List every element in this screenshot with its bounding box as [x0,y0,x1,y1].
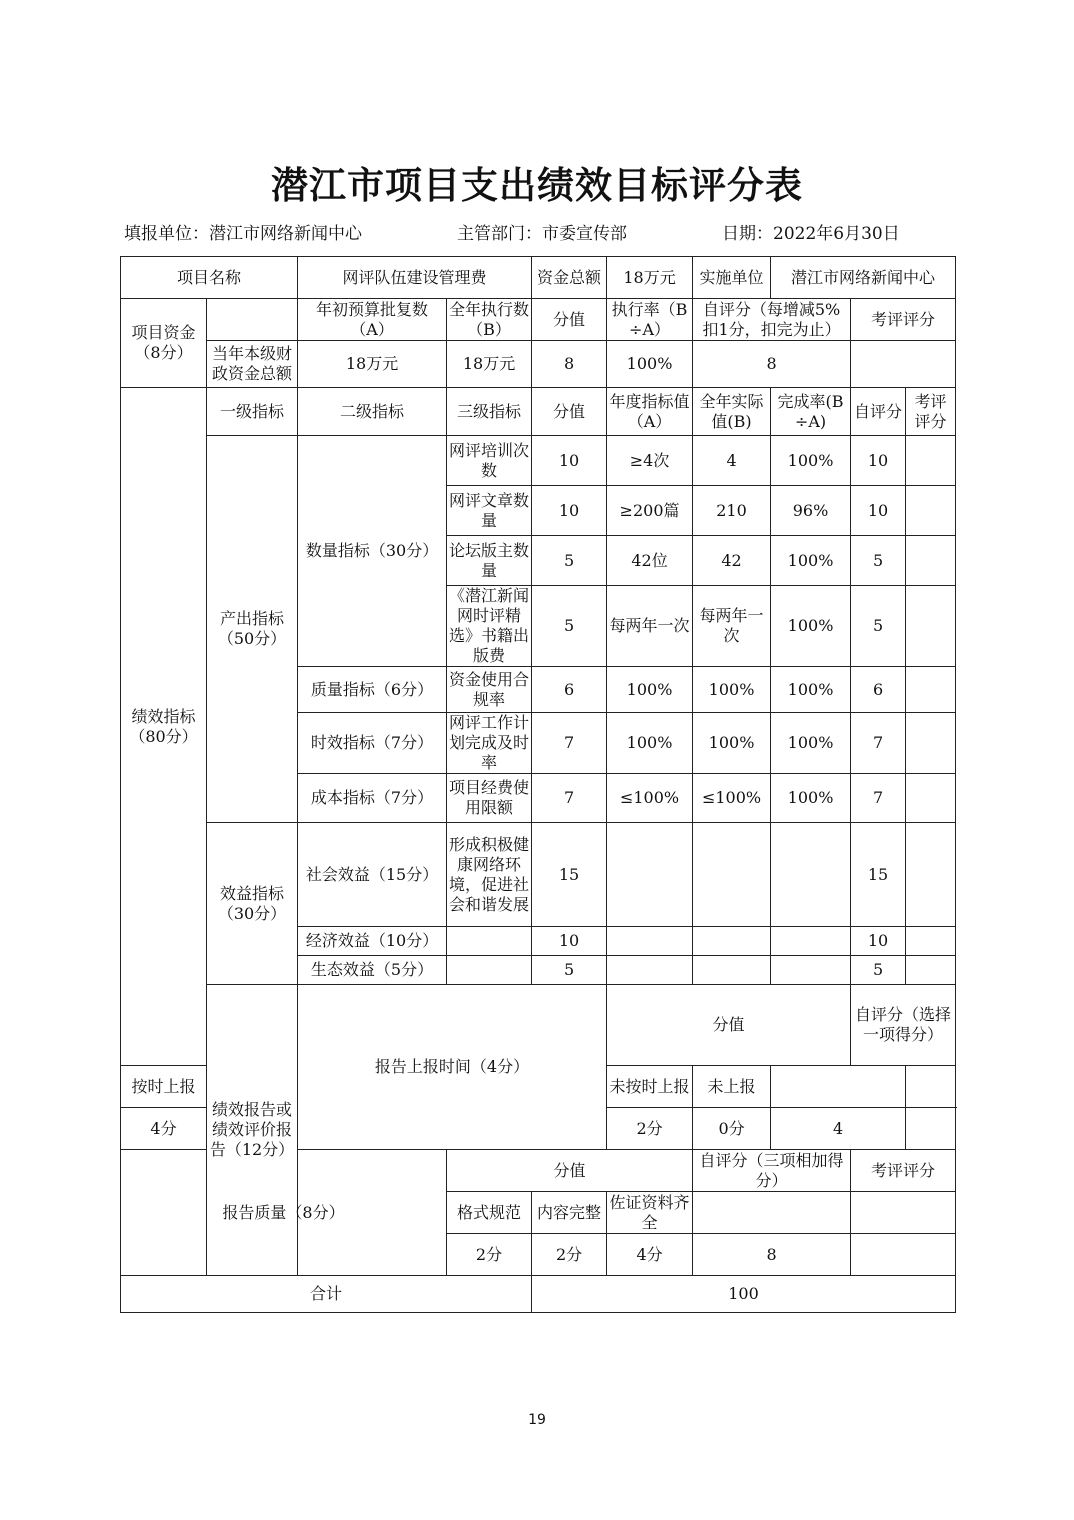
self-cell: 5 [851,536,906,586]
benefit-indicator-label: 效益指标（30分） [207,823,298,985]
report-quality-self-value: 8 [693,1234,851,1276]
target-cell: ≥200篇 [607,486,693,536]
supervising-dept: 主管部门：市委宣传部 [457,224,627,244]
empty-cell [906,1066,956,1108]
quantity-indicator-label: 数量指标（30分） [298,436,447,667]
target-cell: ≥4次 [607,436,693,486]
actual-cell: 210 [693,486,771,536]
level3-cell: 形成积极健康网络环境，促进社会和谐发展 [447,823,532,927]
empty-cell [906,1108,956,1150]
empty-cell [771,1066,906,1108]
score-cell: 5 [532,586,607,667]
empty-cell [693,1192,851,1234]
output-indicator-label: 产出指标（50分） [207,436,298,823]
review-cell [906,586,956,667]
level3-cell [447,956,532,985]
total-value: 100 [532,1276,956,1313]
score-cell: 7 [532,774,607,823]
review-cell [906,667,956,713]
level2-cell: 经济效益（10分） [298,927,447,956]
self-cell: 10 [851,927,906,956]
fill-date: 日期：2022年6月30日 [722,224,900,244]
perf-review-header: 考评评分 [906,388,956,436]
target-cell: ≤100% [607,774,693,823]
funds-row-label: 当年本级财政资金总额 [207,341,298,388]
total-funds-label: 资金总额 [532,257,607,299]
rate-cell: 100% [771,436,851,486]
level2-header: 二级指标 [298,388,447,436]
target-header: 年度指标值（A） [607,388,693,436]
level3-cell: 论坛版主数量 [447,536,532,586]
self-cell: 5 [851,586,906,667]
level2-cell: 质量指标（6分） [298,667,447,713]
rate-cell: 100% [771,774,851,823]
score-cell: 15 [532,823,607,927]
option-cell: 按时上报 [121,1066,207,1108]
rate-cell [771,956,851,985]
option-cell: 格式规范 [447,1192,532,1234]
budget-header: 年初预算批复数（A） [298,299,447,341]
target-cell [607,823,693,927]
level1-header: 一级指标 [207,388,298,436]
self-cell: 7 [851,774,906,823]
score-cell: 5 [532,956,607,985]
self-cell: 6 [851,667,906,713]
points-cell: 2分 [607,1108,693,1150]
level3-cell: 网评培训次数 [447,436,532,486]
total-label: 合计 [121,1276,532,1313]
rate-cell: 100% [771,667,851,713]
level2-cell: 时效指标（7分） [298,713,447,774]
review-score-header: 考评评分 [851,299,956,341]
report-quality-label: 报告质量（8分） [121,1150,447,1276]
target-cell: 42位 [607,536,693,586]
score-cell: 5 [532,536,607,586]
target-cell [607,956,693,985]
report-quality-self-header: 自评分（三项相加得分） [693,1150,851,1192]
exec-header: 全年执行数（B） [447,299,532,341]
actual-cell [693,927,771,956]
level3-cell: 项目经费使用限额 [447,774,532,823]
project-name-value: 网评队伍建设管理费 [298,257,532,299]
impl-unit-label: 实施单位 [693,257,771,299]
score-cell: 10 [532,436,607,486]
target-cell: 100% [607,713,693,774]
page-title: 潜江市项目支出绩效目标评分表 [271,163,803,207]
target-cell: 100% [607,667,693,713]
perf-section-label: 绩效指标（80分） [121,388,207,1066]
self-cell: 10 [851,486,906,536]
report-time-label: 报告上报时间（4分） [298,985,607,1150]
level3-header: 三级指标 [447,388,532,436]
report-time-self-value: 4 [771,1108,906,1150]
exec-rate-value: 100% [607,341,693,388]
score-value: 8 [532,341,607,388]
review-cell [906,927,956,956]
rate-header: 完成率(B÷A) [771,388,851,436]
review-cell [906,774,956,823]
points-cell: 0分 [693,1108,771,1150]
funds-section-label: 项目资金（8分） [121,299,207,388]
perf-self-header: 自评分 [851,388,906,436]
points-cell: 4分 [121,1108,207,1150]
review-cell [906,823,956,927]
level3-cell: 《潜江新闻网时评精选》书籍出版费 [447,586,532,667]
self-cell: 15 [851,823,906,927]
rate-cell [771,823,851,927]
score-cell: 10 [532,927,607,956]
impl-unit-value: 潜江市网络新闻中心 [771,257,956,299]
score-cell: 7 [532,713,607,774]
score-cell: 10 [532,486,607,536]
page-number: 19 [528,1412,546,1428]
points-cell: 2分 [447,1234,532,1276]
report-time-self-header: 自评分（选择一项得分） [851,985,956,1066]
score-cell: 6 [532,667,607,713]
rate-cell: 100% [771,586,851,667]
perf-score-header: 分值 [532,388,607,436]
review-cell [906,486,956,536]
actual-cell: ≤100% [693,774,771,823]
level3-cell: 网评工作计划完成及时率 [447,713,532,774]
level2-cell: 生态效益（5分） [298,956,447,985]
level2-cell: 成本指标（7分） [298,774,447,823]
actual-cell: 每两年一次 [693,586,771,667]
self-cell: 7 [851,713,906,774]
option-cell: 未上报 [693,1066,771,1108]
actual-header: 全年实际值(B) [693,388,771,436]
rate-cell [771,927,851,956]
actual-cell: 100% [693,713,771,774]
review-cell [906,713,956,774]
self-cell: 10 [851,436,906,486]
budget-value: 18万元 [298,341,447,388]
actual-cell [693,956,771,985]
self-score-header: 自评分（每增减5%扣1分，扣完为止） [693,299,851,341]
self-cell: 5 [851,956,906,985]
level3-cell: 网评文章数量 [447,486,532,536]
level2-cell: 社会效益（15分） [298,823,447,927]
self-score-value: 8 [693,341,851,388]
actual-cell: 42 [693,536,771,586]
actual-cell: 100% [693,667,771,713]
actual-cell: 4 [693,436,771,486]
review-score-value [851,341,956,388]
level3-cell: 资金使用合规率 [447,667,532,713]
actual-cell [693,823,771,927]
project-name-label: 项目名称 [121,257,298,299]
total-funds-value: 18万元 [607,257,693,299]
target-cell [607,927,693,956]
exec-value: 18万元 [447,341,532,388]
fill-unit: 填报单位：潜江市网络新闻中心 [124,224,362,244]
report-quality-review-header: 考评评分 [851,1150,956,1192]
score-header: 分值 [532,299,607,341]
option-cell: 未按时上报 [607,1066,693,1108]
empty-cell [851,1234,956,1276]
empty-cell [851,1192,956,1234]
level3-cell [447,927,532,956]
rate-cell: 100% [771,536,851,586]
target-cell: 每两年一次 [607,586,693,667]
points-cell: 2分 [532,1234,607,1276]
points-cell: 4分 [607,1234,693,1276]
report-quality-score-header: 分值 [447,1150,693,1192]
option-cell: 佐证资料齐全 [607,1192,693,1234]
review-cell [906,436,956,486]
option-cell: 内容完整 [532,1192,607,1234]
review-cell [906,536,956,586]
rate-cell: 100% [771,713,851,774]
empty-cell [207,299,298,341]
exec-rate-header: 执行率（B÷A） [607,299,693,341]
rate-cell: 96% [771,486,851,536]
report-time-score-header: 分值 [607,985,851,1066]
score-table [120,256,956,1313]
review-cell [906,956,956,985]
report-section-label: 绩效报告或绩效评价报告（12分） [207,985,298,1276]
